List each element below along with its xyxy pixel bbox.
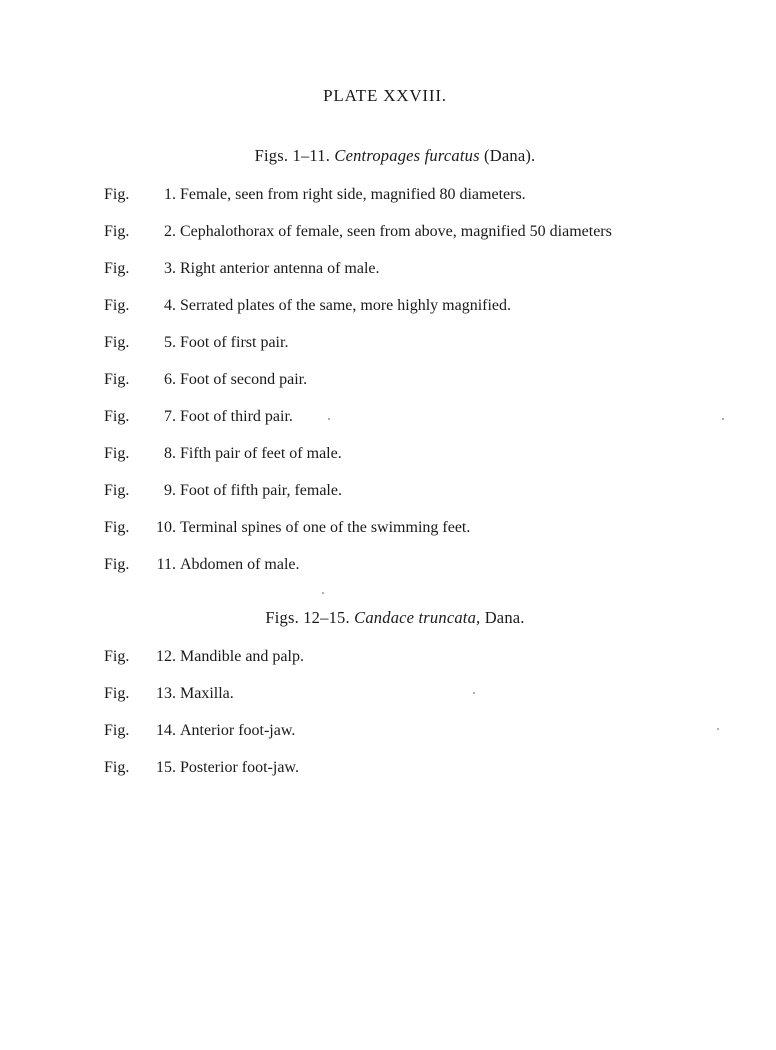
fig-number: 10 [156,519,172,536]
fig-description: Anterior foot-jaw. [180,722,296,739]
figure-entry: Fig. 10 . Terminal spines of one of the swimming feet. [104,519,471,536]
fig-number: 6 [164,371,172,388]
fig-label: Fig. [104,482,130,499]
species-authority: Dana. [484,608,525,627]
figure-list-candace [104,648,304,796]
scan-speck [722,418,724,420]
figure-entry: Fig. 15 . Posterior foot-jaw. [104,759,299,776]
scan-speck [473,692,475,694]
fig-number: 9 [164,482,172,499]
fig-description: Terminal spines of one of the swimming feet. [180,519,471,536]
fig-description: Foot of fifth pair, female. [180,482,342,499]
figure-entry: Fig. 1 . Female, seen from right side, magnified 80 diameters. [104,186,526,203]
fig-number: 3 [164,260,172,277]
section-range: Figs. 1–11. [254,146,331,165]
fig-description: Abdomen of male. [180,556,300,573]
scan-speck [328,418,330,420]
fig-label: Fig. [104,722,130,739]
figure-list-centropages [104,186,612,593]
fig-number: 7 [164,408,172,425]
fig-description: Maxilla. [180,685,234,702]
fig-number: 11 [156,556,172,573]
figure-entry: Fig. 2 . Cephalothorax of female, seen from above, magnified 50 diameters [104,223,612,240]
figure-entry: Fig. 4 . Serrated plates of the same, more highly magnified. [104,297,512,314]
figure-entry: Fig. 6 . Foot of second pair. [104,371,308,388]
fig-label: Fig. [104,445,130,462]
plate-title: PLATE XXVIII. [323,86,447,105]
fig-label: Fig. [104,408,130,425]
figure-entry: Fig. 7 . Foot of third pair. [104,408,293,425]
species-name: Centropages furcatus [334,146,480,165]
figure-entry: Fig. 12 . Mandible and palp. [104,648,304,665]
fig-number: 1 [164,186,172,203]
fig-description: Right anterior antenna of male. [180,260,380,277]
fig-label: Fig. [104,556,130,573]
section-range: Figs. 12–15. [265,608,350,627]
fig-description: Foot of second pair. [180,371,308,388]
fig-label: Fig. [104,297,130,314]
fig-description: Mandible and palp. [180,648,304,665]
figure-entry: Fig. 14 . Anterior foot-jaw. [104,722,296,739]
section-heading-centropages [0,146,776,166]
fig-description: Serrated plates of the same, more highly magnified. [180,297,512,314]
fig-label: Fig. [104,260,130,277]
fig-number: 15 [156,759,172,776]
fig-description: Female, seen from right side, magnified 80 diameters. [180,186,526,203]
species-name: Candace truncata, [354,608,481,627]
figure-entry: Fig. 8 . Fifth pair of feet of male. [104,445,342,462]
fig-number: 4 [164,297,172,314]
fig-number: 13 [156,685,172,702]
scan-speck [717,728,719,730]
figure-entry: Fig. 3 . Right anterior antenna of male. [104,260,380,277]
fig-label: Fig. [104,759,130,776]
fig-label: Fig. [104,186,130,203]
fig-description: Cephalothorax of female, seen from above, magnified 50 diameters [180,223,612,240]
fig-label: Fig. [104,648,130,665]
fig-label: Fig. [104,371,130,388]
fig-number: 2 [164,223,172,240]
fig-number: 5 [164,334,172,351]
figure-entry: Fig. 9 . Foot of fifth pair, female. [104,482,342,499]
figure-entry: Fig. 11 . Abdomen of male. [104,556,300,573]
figure-entry: Fig. 13 . Maxilla. [104,685,234,702]
section-heading-candace [0,608,776,628]
species-authority: (Dana). [484,146,536,165]
fig-description: Posterior foot-jaw. [180,759,299,776]
scan-speck [322,592,324,594]
fig-description: Foot of first pair. [180,334,289,351]
fig-number: 8 [164,445,172,462]
fig-number: 14 [156,722,172,739]
fig-label: Fig. [104,519,130,536]
figure-entry: Fig. 5 . Foot of first pair. [104,334,289,351]
fig-label: Fig. [104,334,130,351]
fig-number: 12 [156,648,172,665]
fig-label: Fig. [104,685,130,702]
fig-description: Foot of third pair. [180,408,293,425]
fig-description: Fifth pair of feet of male. [180,445,342,462]
fig-label: Fig. [104,223,130,240]
